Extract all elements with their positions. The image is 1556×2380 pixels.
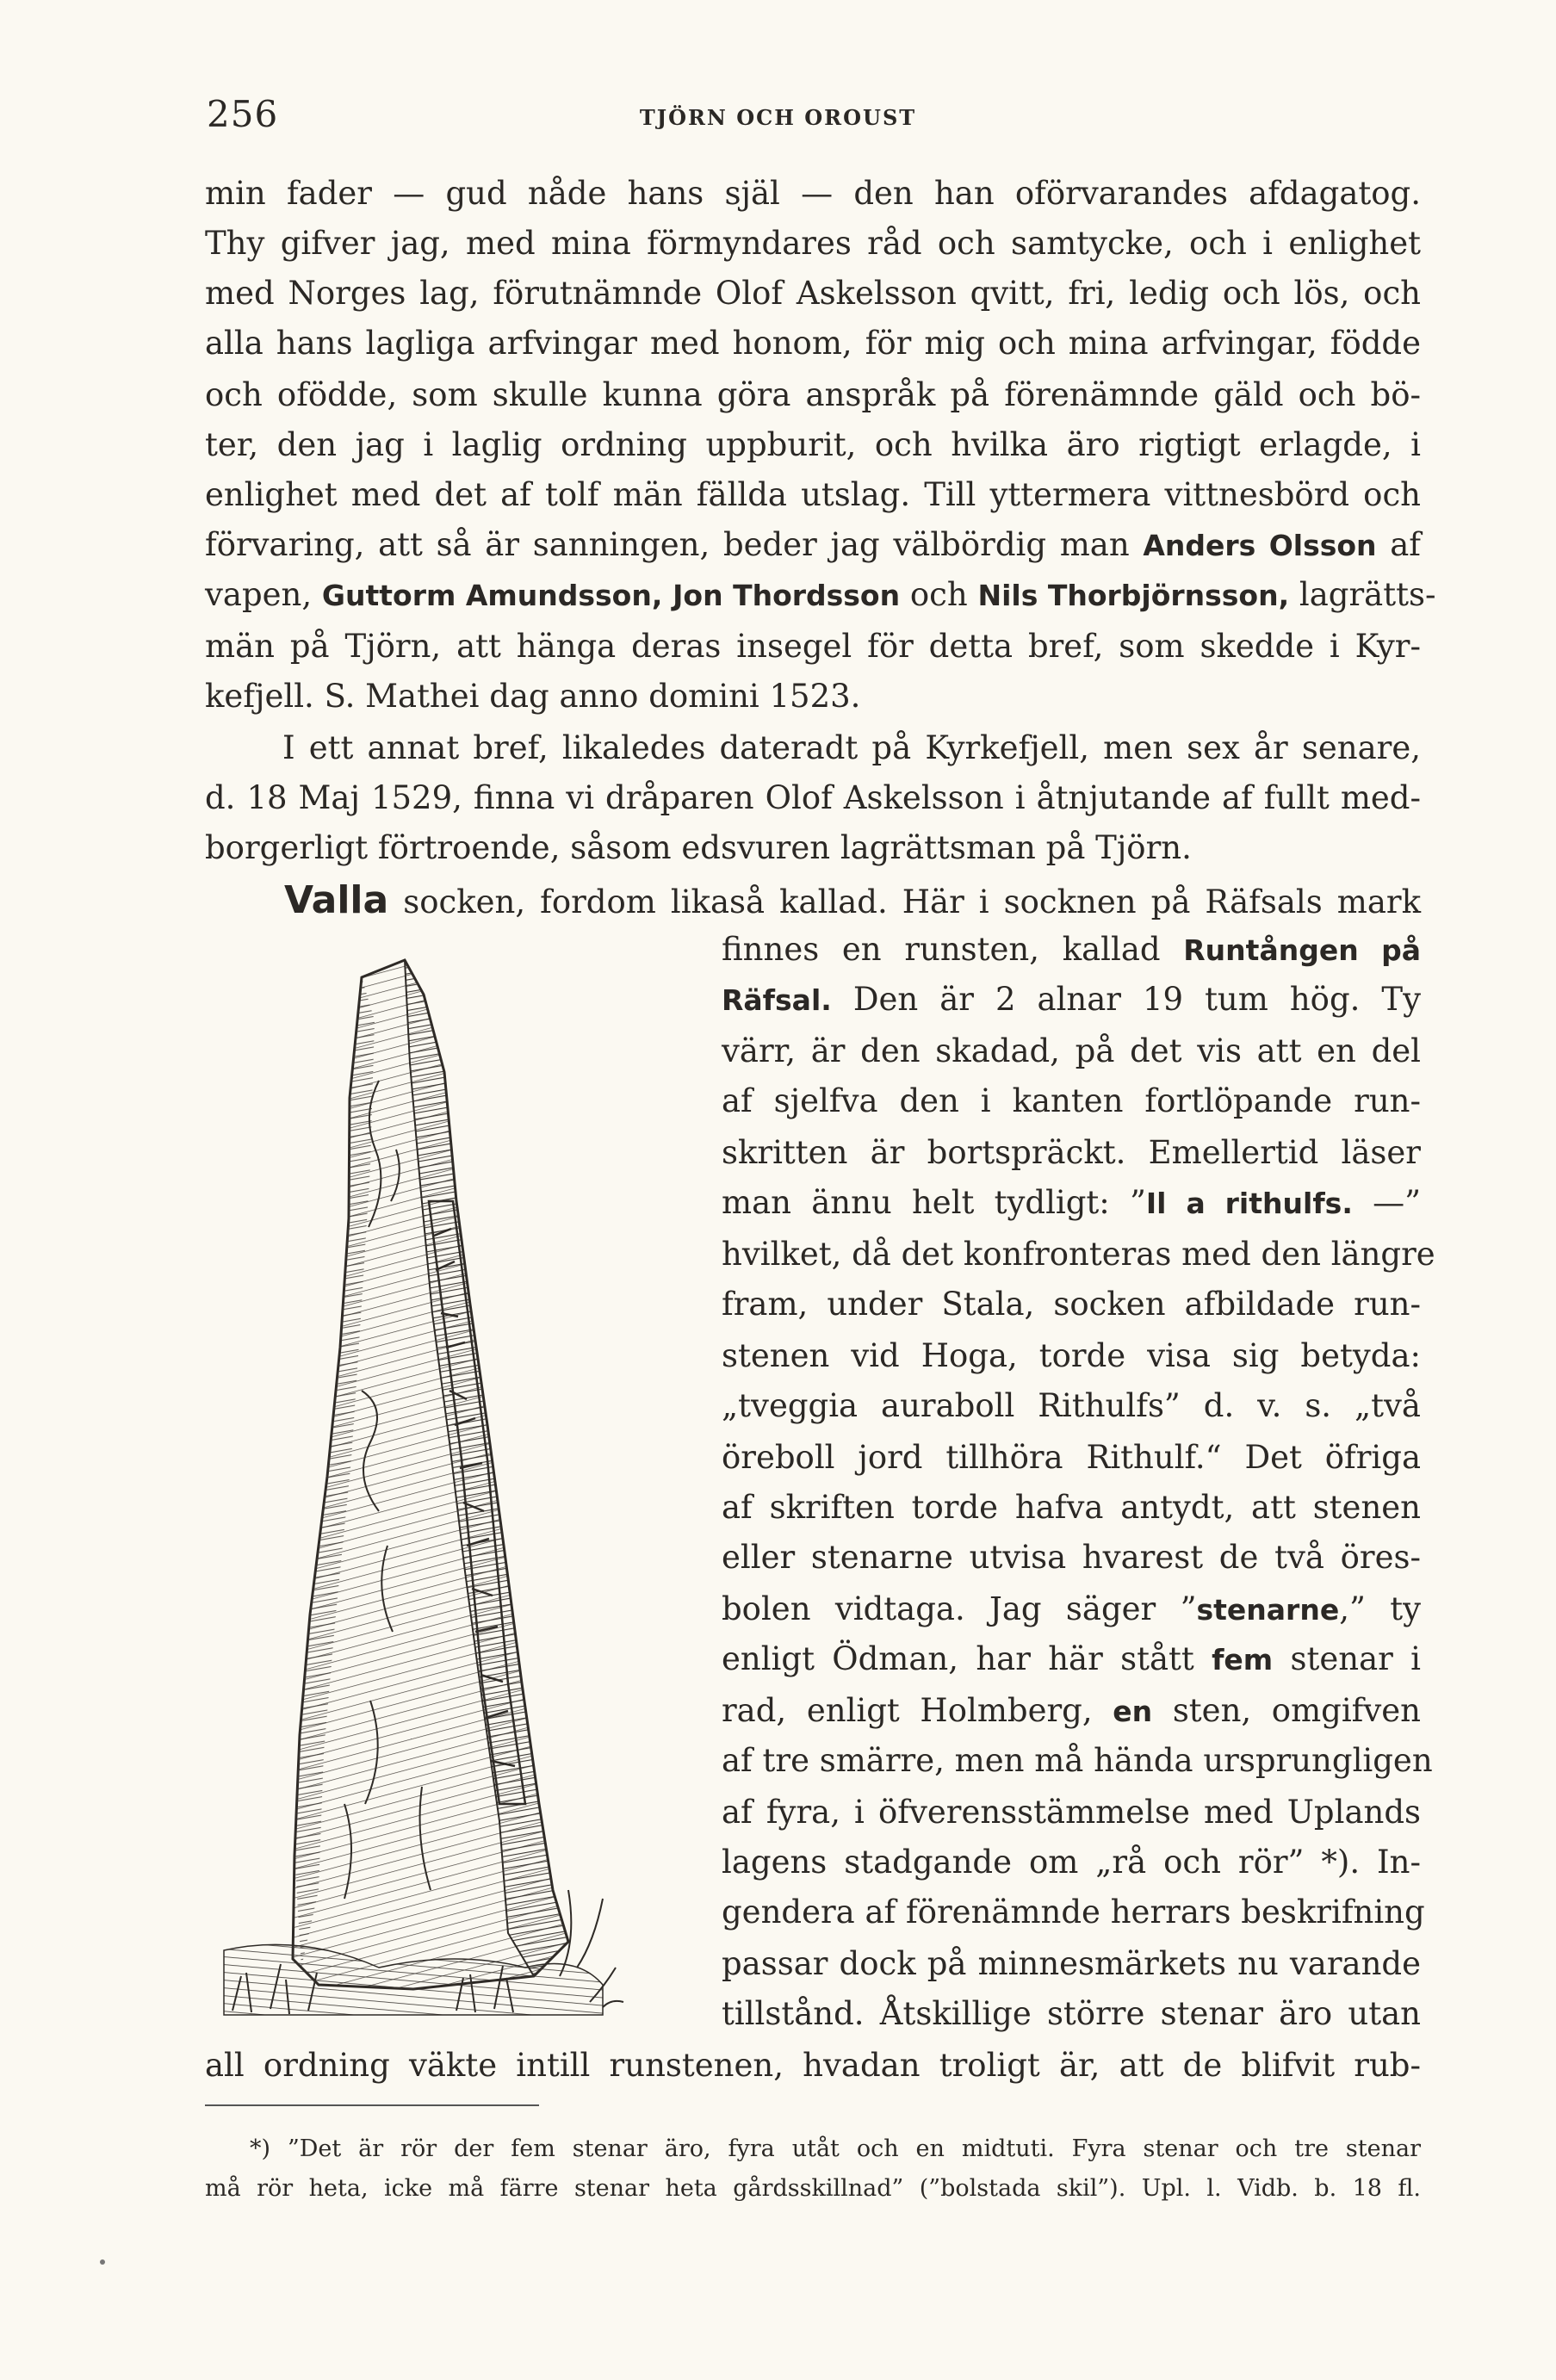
text-span: bolen vidtaga. Jag säger ”	[722, 1590, 1197, 1627]
text-line: af skriften torde hafva antydt, att stenen	[722, 1489, 1421, 1526]
text-span: Den är 2 alnar 19 tum hög. Ty	[852, 981, 1421, 1018]
text-line	[205, 526, 1422, 563]
text-span: af	[1390, 526, 1422, 563]
emphasis: stenarne	[1196, 1593, 1340, 1627]
text-line	[722, 1590, 1421, 1627]
text-line: borgerligt förtroende, såsom edsvuren lagrättsman på Tjörn.	[205, 829, 1192, 866]
text-span: lagrätts-	[1299, 576, 1436, 613]
text-line	[284, 878, 1421, 922]
text-span: stenar i	[1290, 1640, 1421, 1677]
stone-name: Runtången på	[1183, 933, 1421, 967]
page-number: 256	[207, 93, 279, 135]
running-title: TJÖRN OCH OROUST	[639, 105, 917, 130]
text-span: —”	[1373, 1184, 1422, 1221]
text-span: vapen,	[205, 576, 313, 613]
text-line: alla hans lagliga arfvingar med honom, för mig och mina arfvingar, födde	[205, 325, 1421, 362]
text-line: I ett annat bref, likaledes dateradt på Kyrkefjell, men sex år senare,	[282, 729, 1421, 766]
text-line	[722, 1184, 1422, 1221]
text-line	[722, 1640, 1421, 1677]
footnote-rule	[205, 2104, 539, 2106]
emphasis: fem	[1212, 1643, 1274, 1677]
text-line: gendera af förenämnde herrars beskrifning	[722, 1893, 1425, 1931]
person-name: Anders Olsson	[1143, 529, 1377, 562]
text-line: män på Tjörn, att hänga deras insegel för detta bref, som skedde i Kyr-	[205, 628, 1421, 665]
text-span: finnes en runsten, kallad	[722, 931, 1161, 968]
text-line: all ordning väkte intill runstenen, hvadan troligt är, att de blifvit rub-	[205, 2047, 1421, 2084]
person-name: Jon Thordsson	[673, 579, 901, 612]
text-line: fram, under Stala, socken afbildade run-	[722, 1286, 1421, 1323]
text-span: man ännu helt tydligt: ”	[722, 1184, 1146, 1221]
text-line: passar dock på minnesmärkets nu varande	[722, 1945, 1421, 1982]
text-line	[205, 576, 1436, 613]
text-line: hvilket, då det konfronteras med den längre	[722, 1236, 1435, 1273]
text-line: skritten är bortspräckt. Emellertid läser	[722, 1134, 1421, 1171]
rune-reading: Il a rithulfs.	[1145, 1187, 1353, 1220]
text-line: af sjelfva den i kanten fortlöpande run-	[722, 1082, 1421, 1119]
text-line: Thy gifver jag, med mina förmyndares råd och samtycke, och i enlighet	[205, 225, 1421, 262]
text-line: enlighet med det af tolf män fällda utslag. Till yttermera vittnesbörd och	[205, 476, 1421, 513]
text-line: tillstånd. Åtskillige större stenar äro utan	[722, 1995, 1421, 2032]
person-name: Guttorm Amundsson,	[321, 579, 663, 612]
text-line: kefjell. S. Mathei dag anno domini 1523.	[205, 678, 861, 715]
stone-name: Räfsal.	[722, 983, 832, 1017]
footnote-line: må rör heta, icke må färre stenar heta gårdsskillnad” (”bolstada skil”). Upl. l. Vidb. b. 18 fl.	[205, 2175, 1421, 2202]
text-line: min fader — gud nåde hans själ — den han oförvarandes afdagatog.	[205, 175, 1421, 212]
text-span: och	[909, 576, 968, 613]
text-line: „tveggia auraboll Rithulfs” d. v. s. „två	[722, 1387, 1421, 1424]
text-span: socken, fordom likaså kallad. Här i socknen på Räfsals mark	[403, 883, 1421, 920]
text-span: sten, omgifven	[1172, 1692, 1422, 1729]
text-span: ,” ty	[1339, 1590, 1421, 1627]
footnote-line: *) ”Det är rör der fem stenar äro, fyra utåt och en midtuti. Fyra stenar och tre stenar	[250, 2135, 1421, 2162]
print-speck	[100, 2259, 105, 2265]
text-line: med Norges lag, förutnämnde Olof Askelsson qvitt, fri, ledig och lös, och	[205, 275, 1421, 312]
text-span: enligt Ödman, har här stått	[722, 1640, 1194, 1677]
runestone-illustration	[198, 943, 715, 2062]
text-line: öreboll jord tillhöra Rithulf.“ Det öfriga	[722, 1439, 1421, 1476]
text-line: lagens stadgande om „rå och rör” *). In-	[722, 1844, 1421, 1881]
text-line	[722, 931, 1421, 968]
text-line: stenen vid Hoga, torde visa sig betyda:	[722, 1337, 1421, 1374]
text-span: förvaring, att så är sanningen, beder jag välbördig man	[205, 526, 1130, 563]
text-line: och ofödde, som skulle kunna göra anspråk på förenämnde gäld och bö-	[205, 376, 1421, 413]
text-line	[722, 1692, 1422, 1729]
text-line: d. 18 Maj 1529, finna vi dråparen Olof Askelsson i åtnjutande af fullt med-	[205, 779, 1421, 816]
text-line: eller stenarne utvisa hvarest de två öres-	[722, 1539, 1421, 1576]
text-line: ter, den jag i laglig ordning uppburit, och hvilka äro rigtigt erlagde, i	[205, 426, 1421, 463]
text-line: af fyra, i öfverensstämmelse med Uplands	[722, 1794, 1421, 1831]
text-line: värr, är den skadad, på det vis att en del	[722, 1032, 1421, 1069]
text-line: af tre smärre, men må hända ursprungligen	[722, 1742, 1433, 1779]
text-line	[722, 981, 1421, 1018]
person-name: Nils Thorbjörnsson,	[977, 579, 1290, 612]
section-heading: Valla	[284, 878, 389, 922]
emphasis: en	[1113, 1695, 1153, 1728]
text-span: rad, enligt Holmberg,	[722, 1692, 1093, 1729]
